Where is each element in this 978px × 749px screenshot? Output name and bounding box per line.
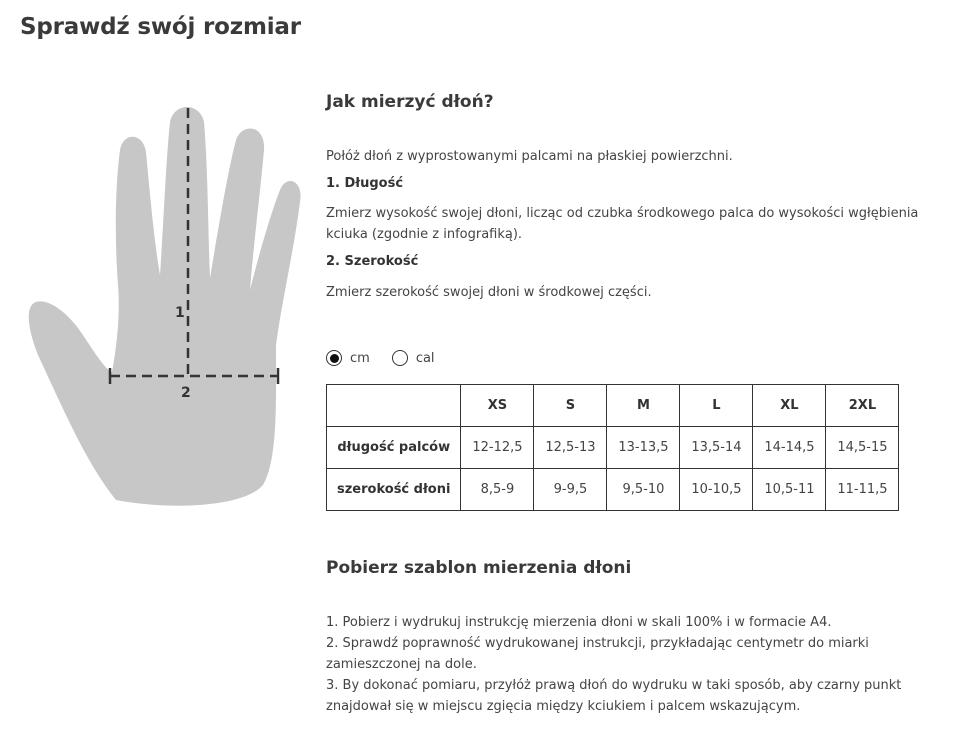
unit-radio-cm[interactable] [326,350,342,366]
table-cell: 9,5-10 [607,469,680,511]
table-cell: 8,5-9 [461,469,534,511]
row-label-hand-width: szerokość dłoni [327,469,461,511]
width-title: 2. Szerokość [326,254,419,269]
table-cell: 12-12,5 [461,427,534,469]
size-table-corner [327,385,461,427]
size-table-header-row [327,385,899,427]
table-cell: 12,5-13 [534,427,607,469]
length-title: 1. Długość [326,176,404,191]
unit-radio-cal[interactable] [392,350,408,366]
unit-toggle [326,350,457,366]
download-heading: Pobierz szablon mierzenia dłoni [326,558,632,578]
list-item: 2. Sprawdź poprawność wydrukowanej instrukcji, przykładając centymetr do miarki zamieszczonej na dole. [326,636,869,672]
measure-heading: Jak mierzyć dłoń? [326,92,494,112]
unit-label-cal[interactable]: cal [415,350,435,366]
table-cell: 10,5-11 [753,469,826,511]
table-row-hand-width [327,469,899,511]
width-label: 2 [181,385,191,401]
list-item: 1. Pobierz i wydrukuj instrukcję mierzenia dłoni w skali 100% i w formacie A4. [326,615,832,630]
table-cell: 9-9,5 [534,469,607,511]
table-cell: 13,5-14 [680,427,753,469]
row-label-finger-length: długość palców [327,427,461,469]
size-header-xl: XL [753,385,826,427]
table-row-finger-length [327,427,899,469]
table-cell: 10-10,5 [680,469,753,511]
size-header-m: M [607,385,680,427]
hand-measurement-illustration [28,100,308,510]
unit-label-cm[interactable]: cm [350,350,370,366]
size-header-xs: XS [461,385,534,427]
page-title: Sprawdź swój rozmiar [20,14,301,40]
table-cell: 14-14,5 [753,427,826,469]
hand-silhouette [29,107,301,506]
length-label: 1 [175,305,185,321]
download-steps [326,612,946,717]
size-header-l: L [680,385,753,427]
table-cell: 13-13,5 [607,427,680,469]
hand-svg [28,100,308,510]
measure-intro: Połóż dłoń z wyprostowanymi palcami na płaskiej powierzchni. [326,149,733,164]
table-cell: 11-11,5 [826,469,899,511]
size-table [326,384,899,511]
length-description: Zmierz wysokość swojej dłoni, licząc od czubka środkowego palca do wysokości wgłębienia kciuka (zgodnie z infografiką). [326,206,919,242]
table-cell: 14,5-15 [826,427,899,469]
size-header-2xl: 2XL [826,385,899,427]
list-item: 3. By dokonać pomiaru, przyłóż prawą dłoń do wydruku w taki sposób, aby czarny punkt znajdował się w miejscu zgięcia między kciukiem i palcem wskazującym. [326,678,902,714]
size-header-s: S [534,385,607,427]
width-description: Zmierz szerokość swojej dłoni w środkowej części. [326,285,652,300]
